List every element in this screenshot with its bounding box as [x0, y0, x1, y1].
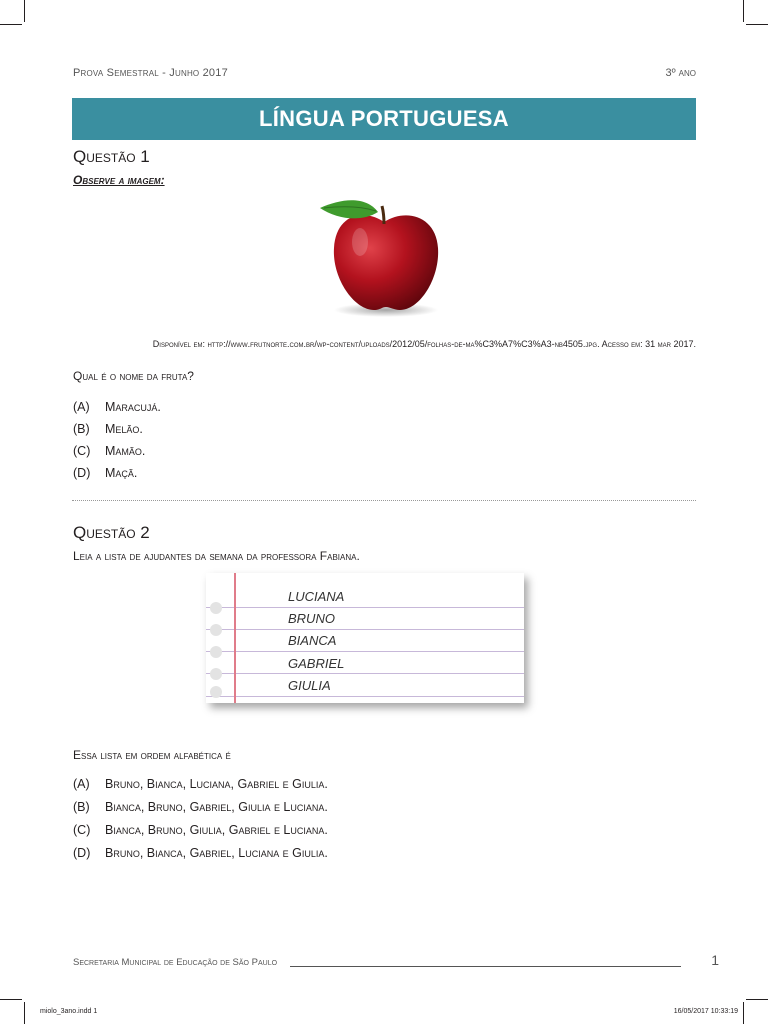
- helper-name: BRUNO: [288, 611, 335, 626]
- option-letter: (D): [73, 466, 91, 480]
- page-number: 1: [711, 952, 719, 968]
- option-text: Maçã.: [105, 466, 138, 480]
- question-1-title: Questão 1: [73, 147, 150, 166]
- notebook-hole: [210, 646, 222, 658]
- header-grade: 3º ano: [665, 67, 696, 79]
- section-divider: [72, 500, 696, 501]
- print-slug-timestamp: 16/05/2017 10:33:19: [673, 1008, 738, 1015]
- option-b: [73, 800, 328, 814]
- notebook-line: [206, 696, 524, 697]
- crop-mark: [0, 999, 22, 1000]
- crop-mark: [743, 1002, 744, 1024]
- option-a: [73, 400, 161, 414]
- notebook-line: [206, 651, 524, 652]
- option-text: Bruno, Bianca, Luciana, Gabriel e Giulia.: [105, 777, 328, 791]
- crop-mark: [24, 0, 25, 22]
- option-b: [73, 422, 143, 436]
- question-1-prompt: Qual é o nome da fruta?: [73, 369, 194, 383]
- image-source-citation: Disponível em: http://www.frutnorte.com.br/wp-content/uploads/2012/05/folhas-de-ma%C3%A7%C3%A3-nb4505.jpg. Acesso em: 31 mar 2017.: [152, 339, 696, 349]
- option-letter: (C): [73, 823, 91, 837]
- crop-mark: [743, 0, 744, 22]
- option-d: [73, 466, 137, 480]
- option-text: Mamão.: [105, 444, 146, 458]
- header-exam-title: Prova Semestral - Junho 2017: [73, 67, 228, 79]
- notebook-margin-line: [234, 573, 236, 703]
- helper-name: LUCIANA: [288, 589, 345, 604]
- option-a: [73, 777, 328, 791]
- crop-mark: [746, 999, 768, 1000]
- notebook-line: [206, 607, 524, 608]
- option-c: [73, 823, 328, 837]
- helper-name: GIULIA: [288, 678, 331, 693]
- option-text: Melão.: [105, 422, 143, 436]
- option-text: Bruno, Bianca, Gabriel, Luciana e Giulia.: [105, 846, 328, 860]
- footer-institution: Secretaria Municipal de Educação de São Paulo: [73, 957, 278, 968]
- option-letter: (A): [73, 400, 90, 414]
- option-c: [73, 444, 145, 458]
- subject-banner: LÍNGUA PORTUGUESA: [72, 98, 696, 140]
- print-slug-file: miolo_3ano.indd 1: [40, 1008, 98, 1015]
- notebook-hole: [210, 602, 222, 614]
- option-d: [73, 846, 328, 860]
- notebook-hole: [210, 624, 222, 636]
- option-letter: (B): [73, 422, 90, 436]
- question-2-instruction: Leia a lista de ajudantes da semana da professora Fabiana.: [73, 549, 360, 563]
- notebook-hole: [210, 686, 222, 698]
- option-letter: (A): [73, 777, 90, 791]
- crop-mark: [746, 24, 768, 25]
- helpers-list-notebook: [206, 573, 524, 703]
- question-1-instruction: Observe a imagem:: [73, 173, 165, 187]
- option-letter: (B): [73, 800, 90, 814]
- question-2-title: Questão 2: [73, 523, 150, 542]
- helper-name: BIANCA: [288, 633, 337, 648]
- option-text: Bianca, Bruno, Giulia, Gabriel e Luciana.: [105, 823, 328, 837]
- crop-mark: [0, 24, 22, 25]
- option-text: Maracujá.: [105, 400, 161, 414]
- option-text: Bianca, Bruno, Gabriel, Giulia e Luciana.: [105, 800, 328, 814]
- apple-image: [314, 190, 454, 320]
- footer-rule: [290, 966, 681, 967]
- notebook-line: [206, 673, 524, 674]
- option-letter: (C): [73, 444, 91, 458]
- notebook-hole: [210, 668, 222, 680]
- helper-name: GABRIEL: [288, 656, 345, 671]
- option-letter: (D): [73, 846, 91, 860]
- question-2-prompt: Essa lista em ordem alfabética é: [73, 748, 231, 762]
- notebook-line: [206, 629, 524, 630]
- crop-mark: [24, 1002, 25, 1024]
